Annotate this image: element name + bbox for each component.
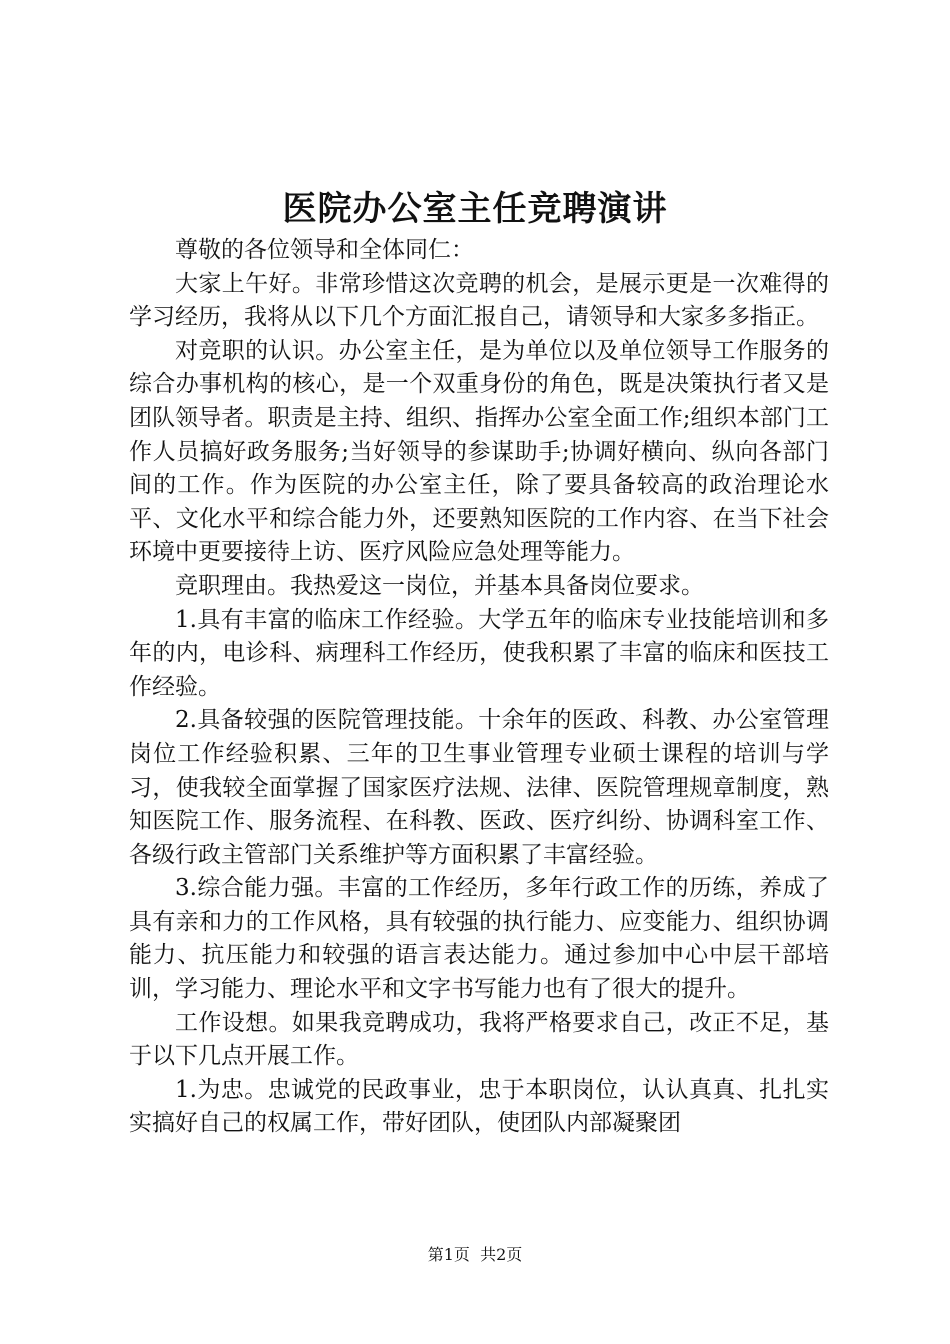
paragraph: 竞职理由。我热爱这一岗位，并基本具备岗位要求。	[175, 572, 704, 599]
paragraph: 工作设想。如果我竞聘成功，我将严格要求自己，改正不足，基于以下几点开展工作。	[129, 1009, 829, 1070]
paragraph: 尊敬的各位领导和全体同仁：	[175, 237, 474, 263]
page-number: 第1页	[427, 1245, 470, 1264]
paragraph: 1.具有丰富的临床工作经验。大学五年的临床专业技能培训和多年的内，电诊科、病理科工作经历，使我积累了丰富的临床和医技工作经验。	[129, 606, 829, 700]
paragraph: 大家上午好。非常珍惜这次竞聘的机会，是展示更是一次难得的学习经历，我将从以下几个方面汇报自己，请领导和大家多多指正。	[129, 270, 829, 331]
paragraph: 3.综合能力强。丰富的工作经历，多年行政工作的历练，养成了具有亲和力的工作风格，具有较强的执行能力、应变能力、组织协调能力、抗压能力和较强的语言表达能力。通过参加中心中层干部培训，学习能力、理论水平和文字书写能力也有了很大的提升。	[129, 875, 829, 1003]
document-title: 医院办公室主任竞聘演讲	[282, 189, 668, 229]
footer-gap	[470, 1245, 480, 1264]
paragraph: 对竞职的认识。办公室主任，是为单位以及单位领导工作服务的综合办事机构的核心，是一个双重身份的角色，既是决策执行者又是团队领导者。职责是主持、组织、指挥办公室全面工作;组织本部门工作人员搞好政务服务;当好领导的参谋助手;协调好横向、纵向各部门间的工作。作为医院的办公室主任，除了要具备较高的政治理论水平、文化水平和综合能力外，还要熟知医院的工作内容、在当下社会环境中更要接待上访、医疗风险应急处理等能力。	[129, 337, 829, 566]
paragraph: 2.具备较强的医院管理技能。十余年的医政、科教、办公室管理岗位工作经验积累、三年的卫生事业管理专业硕士课程的培训与学习，使我较全面掌握了国家医疗法规、法律、医院管理规章制度，熟知医院工作、服务流程、在科教、医政、医疗纠纷、协调科室工作、各级行政主管部门关系维护等方面积累了丰富经验。	[129, 707, 829, 868]
document-body	[129, 234, 829, 1141]
page-footer	[0, 1244, 950, 1266]
paragraph: 1.为忠。忠诚党的民政事业，忠于本职岗位，认认真真、扎扎实实搞好自己的权属工作，带好团队，使团队内部凝聚团	[129, 1076, 829, 1137]
page-total: 共2页	[480, 1245, 523, 1264]
